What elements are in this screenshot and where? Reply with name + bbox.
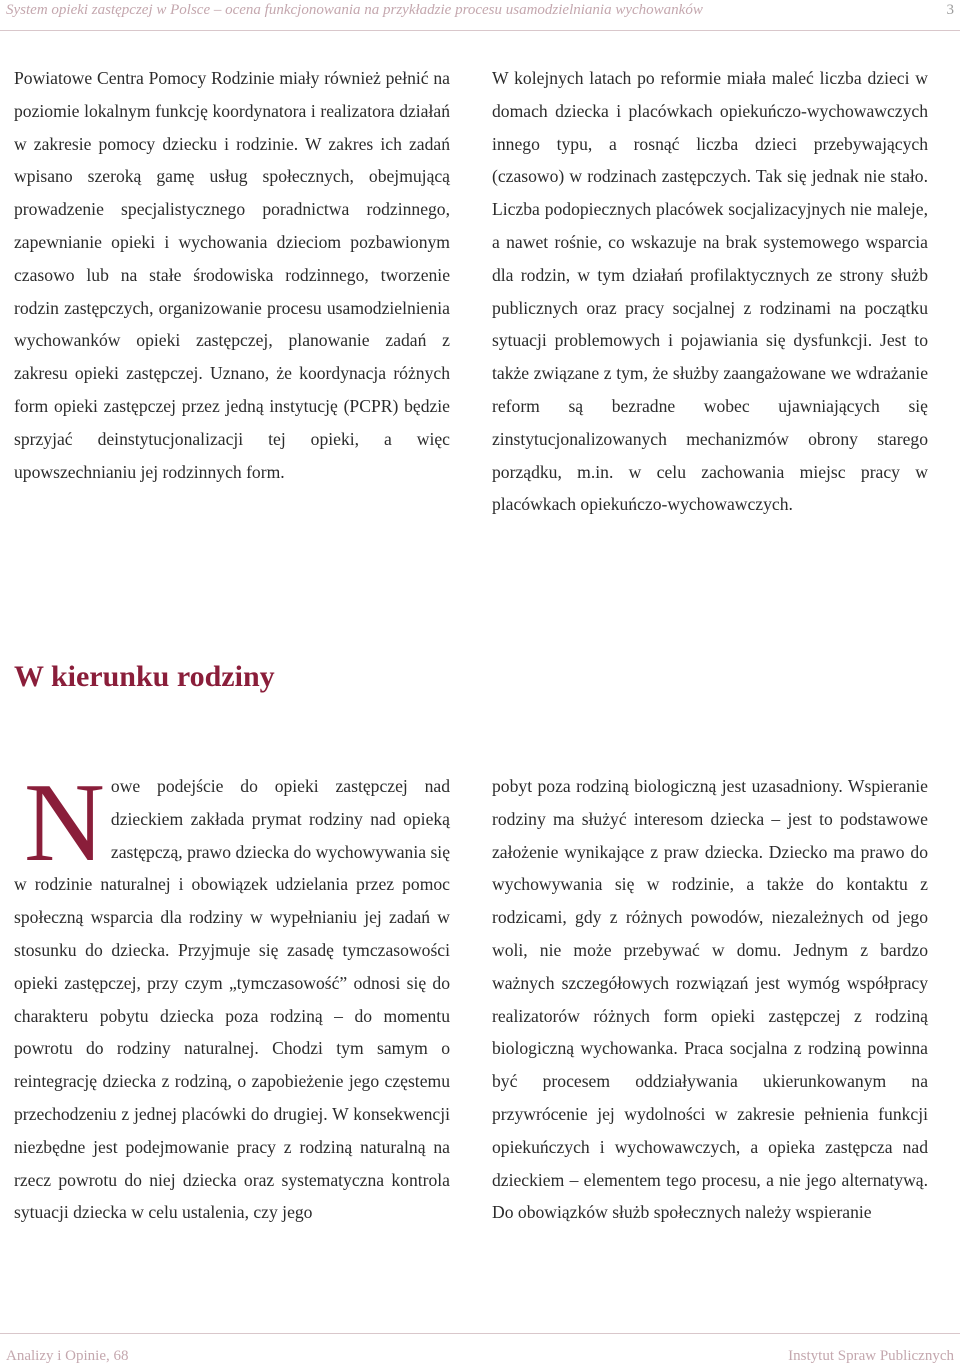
paragraph-new-approach [14, 761, 450, 1229]
column-bottom-right [492, 770, 928, 1229]
paragraph-pcpr: Powiatowe Centra Pomocy Rodzinie miały również pełnić na poziomie lokalnym funkcję koordynatora i realizatora działań w zakresie pomocy dziecku i rodzinie. W zakres ich zadań wpisano szeroką gamę usług społecznych, obejmującą prowadzenie specjalistycznego poradnictwa rodzinnego, zapewnianie opieki i wychowania dzieciom pozbawionym czasowo lub na stałe środowiska rodzinnego, tworzenie rodzin zastępczych, organizowanie procesu usamodzielnienia wychowanków opieki zastępczej, planowanie zadań z zakresu opieki zastępczej. Uznano, że koordynacja różnych form opieki zastępczej przez jedną instytucję (PCPR) będzie sprzyjać deinstytucjonalizacji tej opieki, a więc upowszechnianiu jej rodzinnych form. [14, 68, 450, 482]
section-heading: W kierunku rodziny [14, 660, 275, 693]
footer-publisher: Instytut Spraw Publicznych [788, 1348, 954, 1364]
paragraph-reform-results: W kolejnych latach po reformie miała maleć liczba dzieci w domach dziecka i placówkach opiekuńczo-wychowawczych innego typu, a rosnąć liczba dzieci przebywających (czasowo) w rodzinach zastępczych. Tak się jednak nie stało. Liczba podopiecznych placówek socjalizacyjnych nie maleje, a nawet rośnie, co wskazuje na brak systemowego wsparcia dla rodzin, w tym działań profilaktycznych ze strony służb publicznych oraz pracy socjalnej z rodzinami na początku sytuacji problemowych i pojawiania się dysfunkcji. Jest to także związane z tym, że służby zaangażowane we wdrażanie reform są bezradne wobec ujawniających się zinstytucjonalizowanych mechanizmów obrony starego porządku, m.in. w celu zachowania miejsc pracy w placówkach opiekuńczo-wychowawczych. [492, 68, 928, 515]
page-number: 3 [946, 2, 954, 18]
paragraph-family-support: pobyt poza rodziną biologiczną jest uzasadniony. Wspieranie rodziny ma służyć interesom dziecka – jest to podstawowe założenie wynikające z praw dziecka. Dziecko ma prawo do wychowywania się w rodzinie, a także do kontaktu z rodzicami, gdy z różnych powodów, niezależnych od jego woli, nie może przebywać w domu. Jednym z bardzo ważnych szczegółowych rozwiązań jest wymóg współpracy realizatorów różnych form opieki zastępczej z rodziną biologiczną wychowanka. Praca socjalna z rodziną powinna być procesem oddziaływania ukierunkowanym na przywrócenie jej wydolności w zakresie pełnienia funkcji opiekuńczych i wychowawczych, a opieka zastępcza nad dzieckiem – elementem tego procesu, a nie jego alternatywą. Do obowiązków służb społecznych należy wspieranie [492, 776, 928, 1223]
paragraph-new-approach-text: owe podejście do opieki zastępczej nad dzieckiem zakłada prymat rodziny nad opieką zastępczą, prawo dziecka do wychowywania się w rodzinie naturalnej i obowiązek udzielania przez pomoc społeczną wsparcia dla rodziny w wypełnianiu jej zadań w stosunku do dziecka. Przyjmuje się zasadę tymczasowości opieki zastępczej, przy czym „tymczasowość” odnosi się do charakteru pobytu dziecka poza rodziną – do momentu powrotu do rodziny naturalnej. Chodzi tym samym o reintegrację dziecka z rodziną, o zapobieżenie jego częstemu przechodzeniu z jednej placówki do drugiej. W konsekwencji niezbędne jest podejmowanie pracy z rodziną naturalną na rzecz powrotu do niej dziecka oraz systematyczna kontrola sytuacji dziecka w celu ustalenia, czy jego [14, 776, 450, 1223]
running-title: System opieki zastępczej w Polsce – ocena funkcjonowania na przykładzie procesu usamodzielniania wychowanków [6, 2, 703, 18]
column-top-right [492, 62, 928, 521]
page-header [0, 0, 960, 31]
column-top-left [14, 62, 450, 488]
column-bottom-left [14, 761, 450, 1229]
page-footer [0, 1333, 960, 1371]
footer-publication: Analizy i Opinie, 68 [6, 1348, 129, 1364]
drop-cap: N [24, 761, 105, 885]
